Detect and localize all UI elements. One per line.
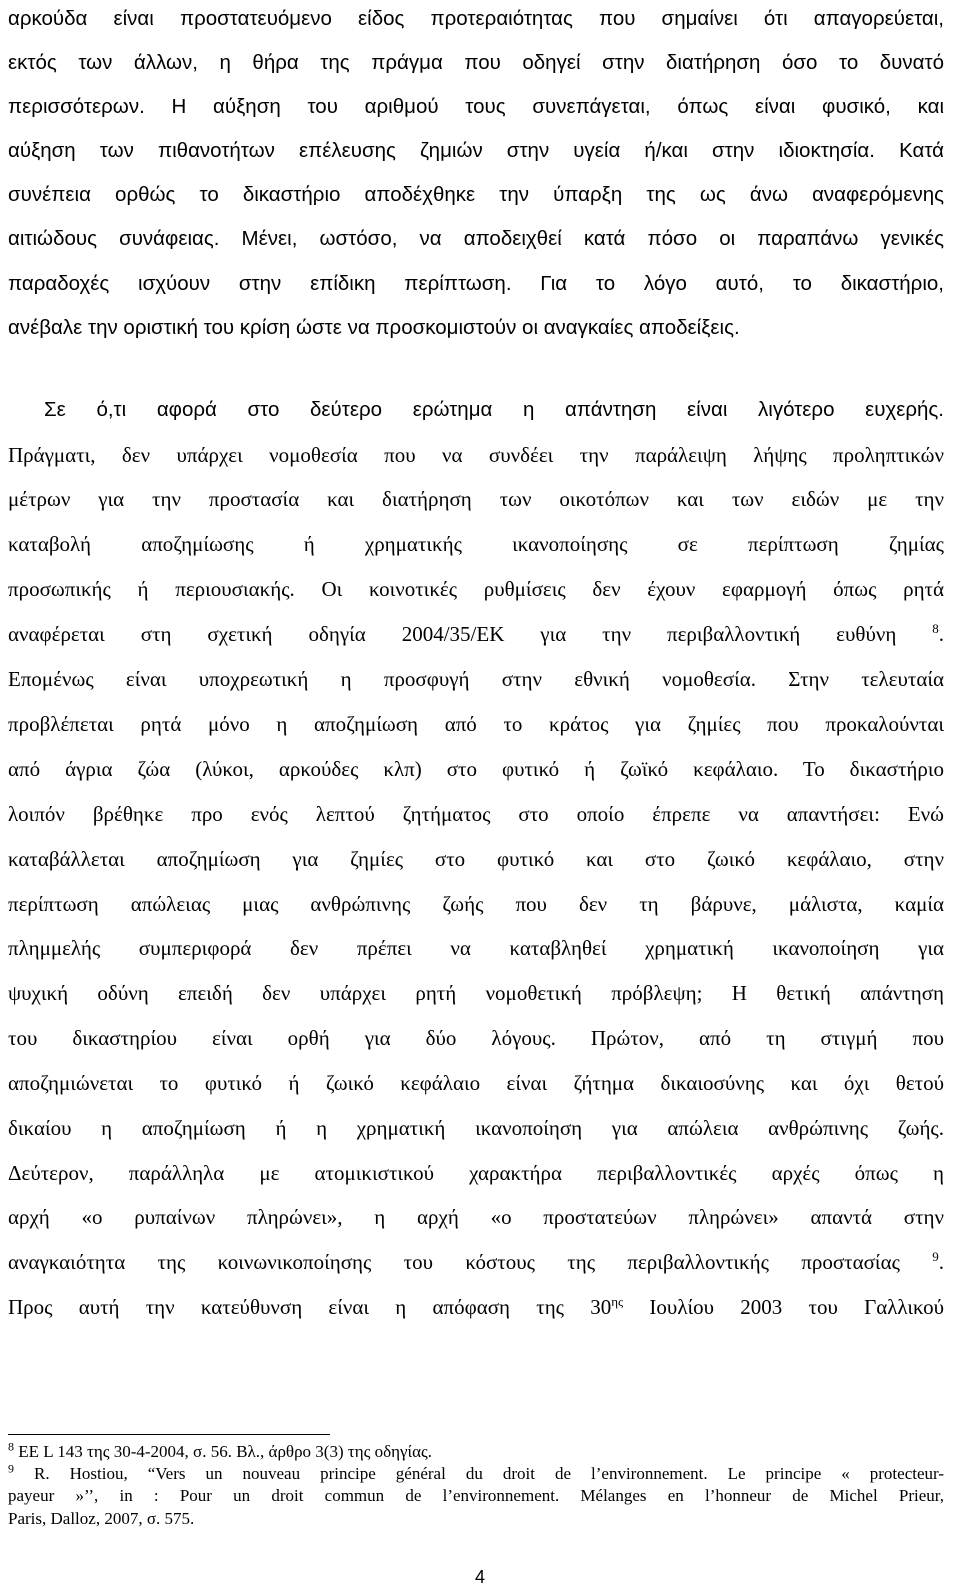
- body-line: προβλέπεται ρητά μόνο η αποζημίωση από το κράτος για ζημίες που προκαλούνται: [8, 712, 944, 736]
- body-line: λοιπόν βρέθηκε προ ενός λεπτού ζητήματος στο οποίο έπρεπε να απαντήσει: Ενώ: [8, 802, 944, 826]
- body-line: αρχή «ο ρυπαίνων πληρώνει», η αρχή «ο προστατεύων πληρώνει» απαντά στην: [8, 1205, 944, 1229]
- page-number: 4: [474, 1567, 485, 1587]
- body-line: Σε ό,τι αφορά στο δεύτερο ερώτημα η απάντηση είναι λιγότερο ευχερής.: [44, 398, 944, 421]
- body-line: καταβολή αποζημίωσης ή χρηματικής ικανοποίησης σε περίπτωση ζημίας: [8, 532, 944, 556]
- body-line: προσωπικής ή περιουσιακής. Οι κοινοτικές ρυθμίσεις δεν έχουν εφαρμογή όπως ρητά: [8, 577, 944, 601]
- body-line: του δικαστηρίου είναι ορθή για δύο λόγους. Πρώτον, από τη στιγμή που: [8, 1026, 944, 1050]
- body-line: μέτρων για την προστασία και διατήρηση των οικοτόπων και των ειδών με την: [8, 487, 944, 511]
- body-line: αναγκαιότητα της κοινωνικοποίησης του κόστους της περιβαλλοντικής προστασίας $^9$.: [8, 1249, 944, 1274]
- ordinal-superscript: ης: [611, 1294, 624, 1309]
- body-line: αποζημιώνεται το φυτικό ή ζωικό κεφάλαιο είναι ζήτημα δικαιοσύνης και όχι θετού: [8, 1071, 944, 1095]
- body-line: Πράγματι, δεν υπάρχει νομοθεσία που να συνδέει την παράλειψη λήψης προληπτικών: [8, 443, 944, 467]
- body-line: από άγρια ζώα (λύκοι, αρκούδες κλπ) στο φυτικό ή ζωϊκό κεφάλαιο. Το δικαστήριο: [8, 757, 944, 781]
- body-line: δικαίου η αποζημίωση ή η χρηματική ικανοποίηση για απώλεια ανθρώπινης ζωής.: [8, 1116, 944, 1140]
- body-line: ανέβαλε την οριστική του κρίση ώστε να προσκομιστούν οι αναγκαίες αποδείξεις.: [8, 316, 740, 339]
- body-line: αύξηση των πιθανοτήτων επέλευσης ζημιών στην υγεία ή/και στην ιδιοκτησία. Κατά: [8, 139, 944, 162]
- body-line: αιτιώδους συνάφειας. Μένει, ωστόσο, να αποδειχθεί κατά πόσο οι παραπάνω γενικές: [8, 227, 944, 250]
- body-line: αναφέρεται στη σχετική οδηγία 2004/35/ΕΚ για την περιβαλλοντική ευθύνη $^8$.: [8, 621, 945, 646]
- body-line: Δεύτερον, παράλληλα με ατομικιστικού χαρακτήρα περιβαλλοντικές αρχές όπως η: [8, 1161, 944, 1185]
- footnote-9: $^9$ R. Hostiou, “Vers un nouveau principe général du droit de l’environnement. Le principe « protecteur-: [8, 1461, 945, 1483]
- body-line: περισσότερων. Η αύξηση του αριθμού τους συνεπάγεται, όπως είναι φυσικό, και: [8, 95, 944, 118]
- footnote-9-line: payeur »’’, in : Pour un droit commun de l’environnement. Mélanges en l’honneur de Michel Prieur,: [8, 1486, 944, 1505]
- body-line: αρκούδα είναι προστατευόμενο είδος προτεραιότητας που σημαίνει ότι απαγορεύεται,: [8, 7, 944, 30]
- body-line: περίπτωση απώλειας μιας ανθρώπινης ζωής που δεν τη βάρυνε, μάλιστα, καμία: [8, 892, 944, 916]
- body-line: πλημμελής συμπεριφορά δεν πρέπει να καταβληθεί χρηματική ικανοποίηση για: [8, 936, 944, 960]
- body-line: συνέπεια ορθώς το δικαστήριο αποδέχθηκε την ύπαρξη της ως άνω αναφερόμενης: [8, 183, 944, 206]
- footnote-9-line: Paris, Dalloz, 2007, σ. 575.: [8, 1509, 195, 1528]
- footnote-8: $^8$ ΕΕ L 143 της 30-4-2004, σ. 56. Βλ., άρθρο 3(3) της οδηγίας.: [8, 1439, 432, 1461]
- body-line: Επομένως είναι υποχρεωτική η προσφυγή στην εθνική νομοθεσία. Στην τελευταία: [8, 667, 944, 691]
- footnote-number: 8: [8, 1439, 14, 1454]
- body-line: Προς αυτή την κατεύθυνση είναι η απόφαση της $30^{\eta\varsigma}$ Ιουλίου 2003 του Γαλλικού: [8, 1294, 944, 1319]
- footnote-number: 9: [8, 1461, 14, 1476]
- body-line: καταβάλλεται αποζημίωση για ζημίες στο φυτικό και στο ζωικό κεφάλαιο, στην: [8, 847, 944, 871]
- body-line: ψυχική οδύνη επειδή δεν υπάρχει ρητή νομοθετική πρόβλεψη; Η θετική απάντηση: [8, 981, 944, 1005]
- footnote-ref[interactable]: 9: [932, 1249, 939, 1264]
- footnote-separator: [8, 1434, 330, 1435]
- body-line: εκτός των άλλων, η θήρα της πράγμα που οδηγεί στην διατήρηση όσο το δυνατό: [8, 51, 944, 74]
- footnote-ref[interactable]: 8: [932, 621, 939, 636]
- body-line: παραδοχές ισχύουν στην επίδικη περίπτωση. Για το λόγο αυτό, το δικαστήριο,: [8, 272, 944, 295]
